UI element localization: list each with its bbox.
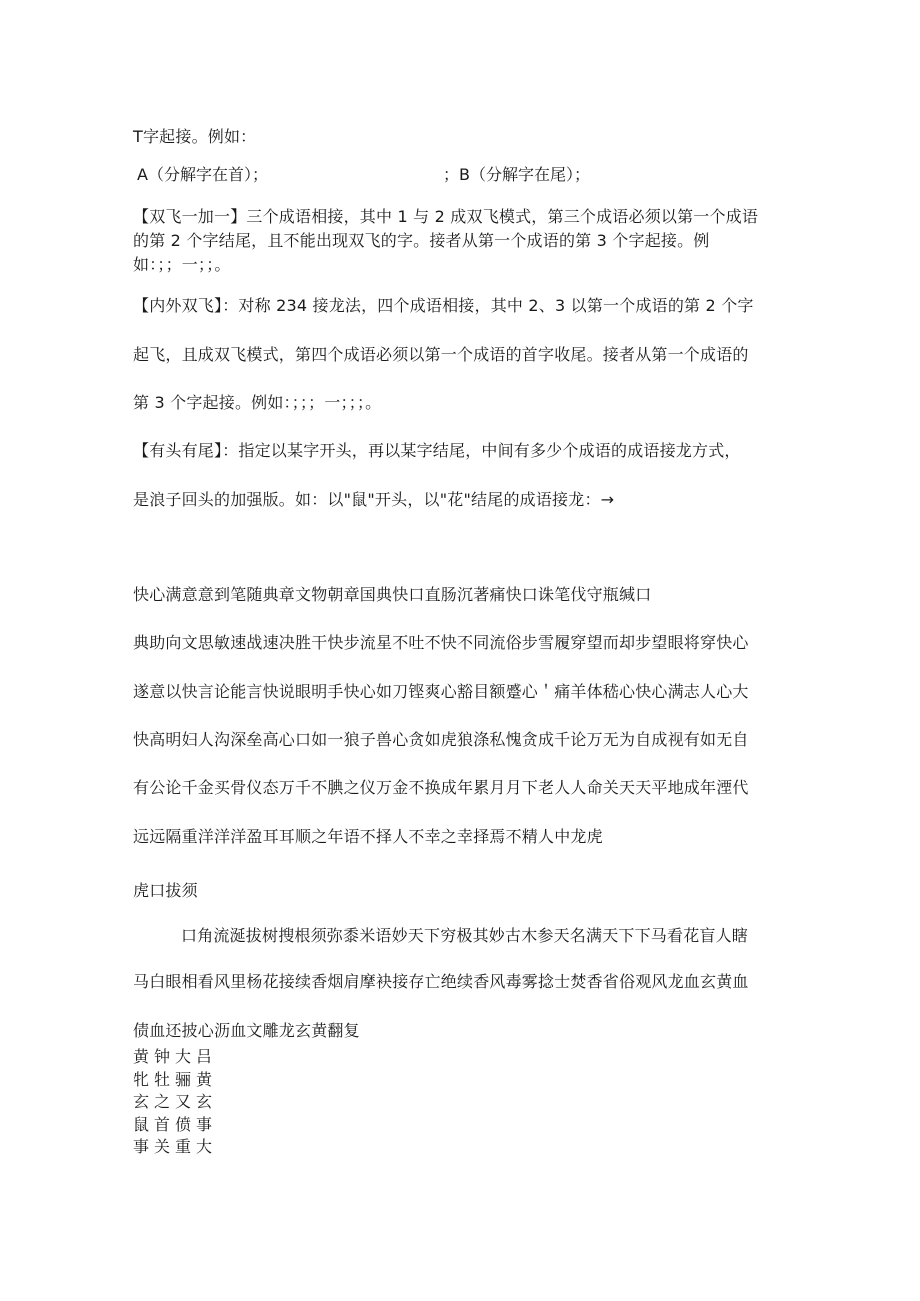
option-a-label: A（分解字在首）；: [137, 165, 268, 184]
chain-1-line-3: 遂意以快言论能言快说眼明手快心如刀铿爽心豁目额蹙心＇痛羊体嵇心快心满志人心大: [133, 682, 749, 701]
chain-1-line-4: 快高明妇人沟深垒高心口如一狼子兽心贪如虎狼涤私愧贪成千论万无为自成视有如无自: [133, 730, 749, 749]
shuangfei-jiayi-line-3: 如：；；一；；。: [133, 255, 231, 274]
char-grid-row-1: 黄钟大吕: [133, 1047, 218, 1066]
youtou-youwei-line-2: 是浪子回头的加强版。如：以"鼠"开头，以"花"结尾的成语接龙：→: [133, 490, 615, 509]
char-grid-row-3: 玄之又玄: [133, 1092, 218, 1111]
chain-1-line-6: 远远隔重洋洋洋盈耳耳顺之年语不择人不幸之幸择焉不精人中龙虎: [133, 827, 603, 846]
chain-2-line-1: 口角流涎拔树搜根须弥黍米语妙天下穷极其妙古木参天名满天下下马看花盲人瞎: [181, 926, 749, 945]
neiwai-shuangfei-line-2: 起飞，且成双飞模式，第四个成语必须以第一个成语的首字收尾。接者从第一个成语的: [133, 345, 749, 364]
char-grid-row-2: 牝牡骊黄: [133, 1070, 218, 1089]
youtou-youwei-line-1: 【有头有尾】：指定以某字开头，再以某字结尾，中间有多少个成语的成语接龙方式，: [133, 441, 741, 460]
char-grid-row-5: 事关重大: [133, 1137, 218, 1156]
hukou-basu-heading: 虎口拔须: [133, 881, 198, 900]
shuangfei-jiayi-line-2: 的第 2 个字结尾，且不能出现双飞的字。接者从第一个成语的第 3 个字起接。例: [133, 231, 710, 250]
neiwai-shuangfei-line-3: 第 3 个字起接。例如：；；；一；；；。: [133, 393, 382, 412]
char-grid-row-4: 鼠首偾事: [133, 1115, 218, 1134]
shuangfei-jiayi-line-1: 【双飞一加一】三个成语相接，其中 1 与 2 成双飞模式，第三个成语必须以第一个成语: [133, 207, 759, 226]
chain-1-line-2: 典助向文思敏速战速决胜干快步流星不吐不快不同流俗步雪履穿望而却步望眼将穿快心: [133, 633, 749, 652]
chain-1-line-1: 快心满意意到笔随典章文物朝章国典快口直肠沉著痛快口诛笔伐守瓶缄口: [133, 585, 652, 604]
chain-1-line-5: 有公论千金买骨仪态万千不腆之仪万金不换成年累月月下老人人命关天天平地成年湮代: [133, 778, 749, 797]
neiwai-shuangfei-line-1: 【内外双飞】：对称 234 接龙法，四个成语相接，其中 2、3 以第一个成语的第 2 个字: [133, 296, 754, 315]
intro-line: T字起接。例如：: [133, 127, 257, 146]
chain-2-line-2: 马白眼相看风里杨花接续香烟肩摩袂接存亡绝续香风毒雾捻士焚香省俗观风龙血玄黄血: [133, 972, 749, 991]
option-b-label: ；B（分解字在尾）；: [443, 165, 590, 184]
chain-2-line-3: 债血还披心沥血文雕龙玄黄翻复: [133, 1021, 360, 1040]
